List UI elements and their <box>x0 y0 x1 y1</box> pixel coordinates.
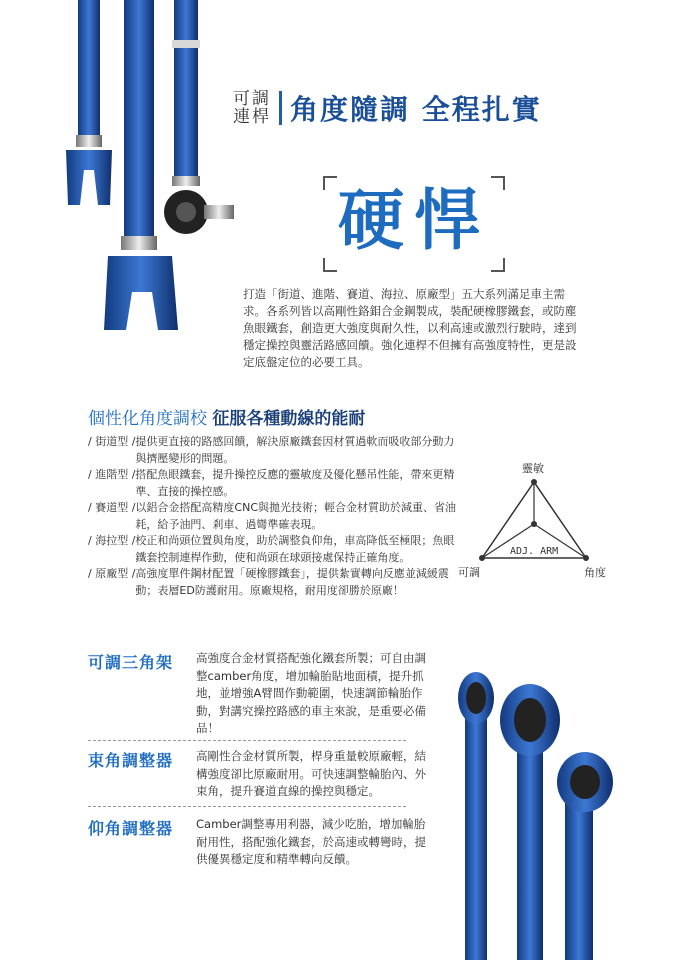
type-label: / 街道型 / <box>88 435 136 448</box>
type-item <box>88 500 458 533</box>
section-title-a: 個性化角度調校 <box>88 409 207 429</box>
frame-corner <box>323 258 337 272</box>
type-text: 搭配魚眼鐵套，提升操控反應的靈敏度及優化懸吊性能，帶來更精準、直接的操控感。 <box>135 468 455 498</box>
triangle-label-left: 可調 <box>458 566 480 579</box>
brand-title: 硬悍 <box>338 181 490 259</box>
type-item <box>88 434 458 467</box>
divider <box>88 806 406 807</box>
type-label: / 海拉型 / <box>88 534 136 547</box>
header-small-line1: 可調 <box>233 89 271 109</box>
type-item <box>88 533 458 566</box>
triangle-label-center: ADJ. ARM <box>510 546 559 557</box>
divider <box>88 740 406 741</box>
type-text: 提供更直接的路感回饋，解決原廠鐵套因材質過軟而吸收部分動力與擠壓變形的問題。 <box>135 435 455 465</box>
type-text: 校正和尚頭位置與角度，助於調整負仰角，車高降低至極限；魚眼鐵套控制連桿作動，使和尚頭在球頭接處保持正確角度。 <box>135 534 455 564</box>
type-text: 以鋁合金搭配高精度CNC與拋光技術；輕合金材質助於減重、省油耗，給予油門、剎車、過彎準確表現。 <box>135 501 456 531</box>
triangle-label-right: 角度 <box>584 566 606 579</box>
type-label: / 進階型 / <box>88 468 136 481</box>
type-label: / 賽道型 / <box>88 501 136 514</box>
page-header <box>233 88 542 128</box>
section-title <box>88 404 365 429</box>
adjustable-arm-product-image-top <box>0 0 240 330</box>
header-small-line2: 連桿 <box>233 107 271 127</box>
product-item <box>88 650 428 738</box>
triangle-label-top: 靈敏 <box>522 462 544 475</box>
product-name: 仰角調整器 <box>88 819 174 838</box>
triangle-svg <box>462 460 612 580</box>
product-item <box>88 748 428 801</box>
adjustable-arm-product-image-bottom <box>455 650 682 960</box>
performance-triangle-diagram <box>458 460 612 580</box>
header-divider <box>279 91 282 125</box>
product-desc: 高剛性合金材質所製，桿身重量較原廠輕，結構強度卻比原廠耐用。可快速調整輪胎內、外束角，提升賽道直線的操控與穩定。 <box>196 749 426 798</box>
brand-frame <box>323 176 505 272</box>
type-label: / 原廠型 / <box>88 567 136 580</box>
product-desc: Camber調整專用利器，減少吃胎，增加輪胎耐用性，搭配強化鐵套，於高速或轉彎時，提供優異穩定度和精準轉向反饋。 <box>196 817 426 866</box>
product-desc: 高強度合金材質搭配強化鐵套所製；可自由調整camber角度，增加輪胎貼地面積，提升抓地，並增強A臂間作動範圍，快速調節輪胎作動，對講究操控路感的車主來說，是重要必備品！ <box>196 651 426 735</box>
header-small-text <box>233 90 273 126</box>
type-list <box>88 434 458 599</box>
type-text: 高強度單件鋼材配置「硬橡膠鐵套」，提供紮實轉向反應並減緩震動；表層ED防護耐用。原廠規格，耐用度卻勝於原廠！ <box>135 567 449 597</box>
product-name: 可調三角架 <box>88 653 174 672</box>
type-item <box>88 467 458 500</box>
header-slogan: 角度隨調 全程扎實 <box>290 93 542 126</box>
intro-paragraph: 打造「街道、進階、賽道、海拉、原廠型」五大系列滿足車主需求。各系列皆以高剛性鉻鉬合金鋼製成，裝配硬橡膠鐵套，或防塵魚眼鐵套，創造更大強度與耐久性，以利高速或激烈行駛時，達到穩定操控與靈活路感回饋。強化連桿不但擁有高強度特性，更是設定底盤定位的必要工具。 <box>243 287 577 369</box>
frame-corner <box>491 258 505 272</box>
section-title-b: 征服各種動線的能耐 <box>212 409 366 429</box>
type-item <box>88 566 458 599</box>
product-item <box>88 816 428 869</box>
product-name: 束角調整器 <box>88 751 174 770</box>
